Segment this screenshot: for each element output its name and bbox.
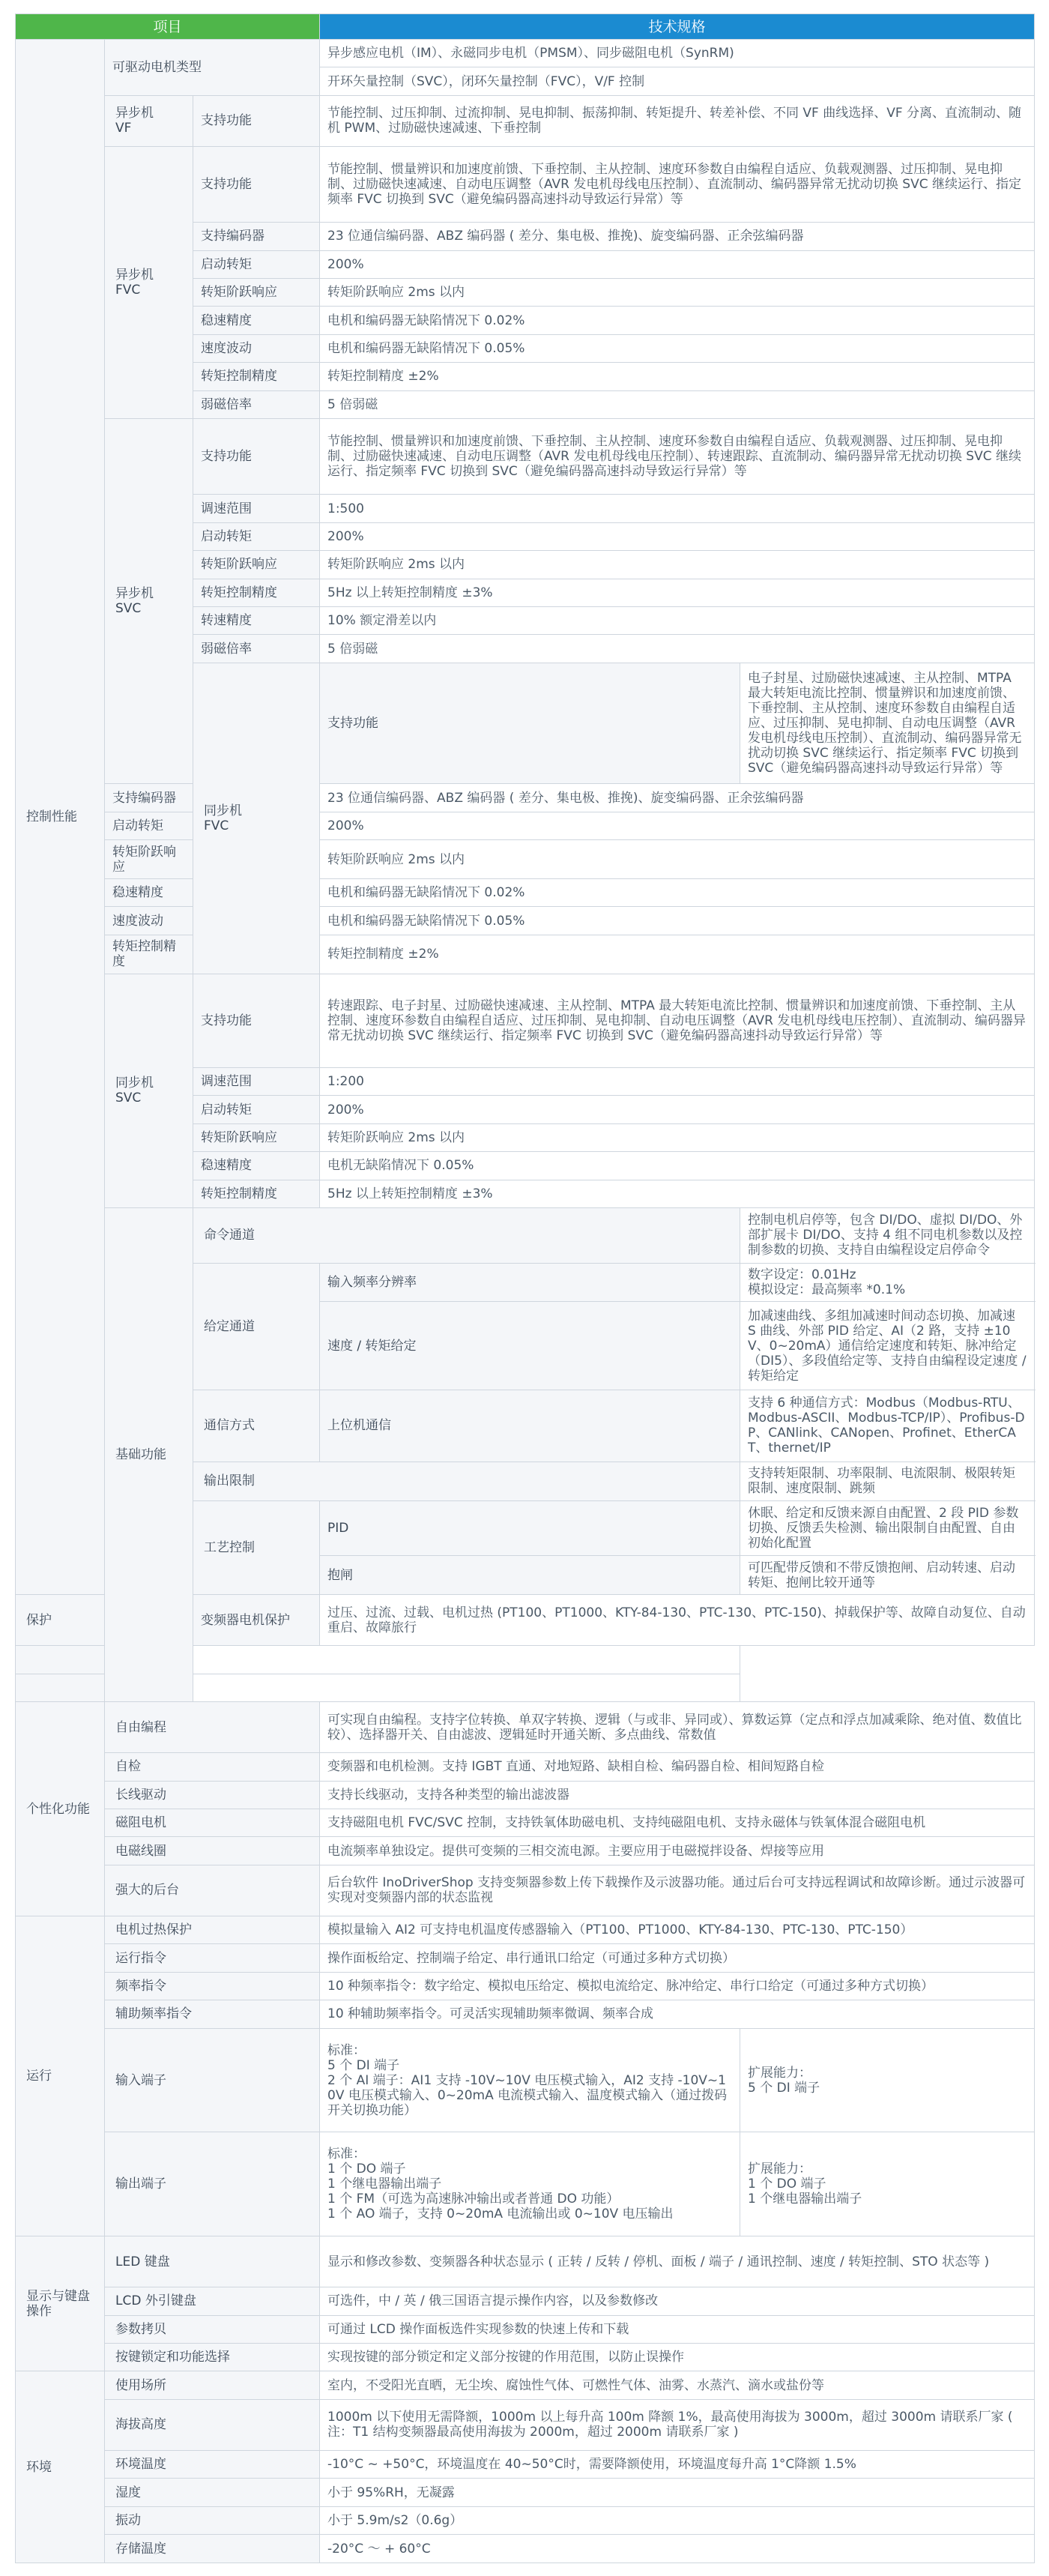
spec-value: 支持转矩限制、功率限制、电流限制、极限转矩限制、速度限制、跳频 bbox=[740, 1462, 1035, 1500]
item-label: 变频器电机保护 bbox=[193, 1594, 320, 1645]
subcategory-cell: 参数拷贝 bbox=[105, 2315, 320, 2343]
subcategory-cell: 海拔高度 bbox=[105, 2399, 320, 2450]
table-row bbox=[16, 974, 1035, 1067]
subcategory-cell: 异步机 SVC bbox=[105, 419, 193, 784]
spec-value: 电机和编码器无缺陷情况下 0.05% bbox=[320, 907, 1035, 935]
spec-value: 电机和编码器无缺陷情况下 0.02% bbox=[320, 307, 1035, 334]
item-label: 支持编码器 bbox=[105, 784, 193, 812]
subcategory-cell: 自检 bbox=[105, 1753, 320, 1781]
item-label: 转矩控制精度 bbox=[193, 1180, 320, 1207]
spec-value: 标准： 5 个 DI 端子 2 个 AI 端子：AI1 支持 -10V~10V 电压模式输入，AI2 支持 -10V~10V 电压模式输入、0~20mA 电流模式输入、温度模式输入（通过拨码开关切换功能） bbox=[320, 2028, 740, 2132]
table-row bbox=[16, 935, 1035, 974]
item-label: 转矩控制精度 bbox=[193, 363, 320, 390]
table-row bbox=[16, 2132, 1035, 2236]
spec-value: 模拟量输入 AI2 可支持电机温度传感器输入（PT100、PT1000、KTY-84-130、PTC-130、PTC-150） bbox=[320, 1916, 1035, 1944]
subcategory-cell: 输出端子 bbox=[105, 2132, 320, 2236]
spec-value: 操作面板给定、控制端子给定、串行通讯口给定（可通过多种方式切换） bbox=[320, 1944, 1035, 1972]
spec-table bbox=[15, 13, 1035, 2563]
subcategory-cell: 保护 bbox=[16, 1594, 105, 1645]
table-row bbox=[16, 2371, 1035, 2399]
table-row bbox=[16, 2399, 1035, 2450]
spec-value: 加减速曲线、多组加减速时间动态切换、加减速 S 曲线、外部 PID 给定、AI（2 路，支持 ±10V、0~20mA）通信给定速度和转矩、脉冲给定（DI5）、多段值给定等、支持自由编程设定速度 / 转矩给定 bbox=[740, 1302, 1035, 1390]
table-row bbox=[16, 879, 1035, 907]
subcategory-cell: 存储温度 bbox=[105, 2535, 320, 2563]
item-label: 启动转矩 bbox=[193, 1096, 320, 1123]
table-row bbox=[16, 1753, 1035, 1781]
table-row bbox=[16, 1207, 1035, 1263]
spec-value: 可实现自由编程。支持字位转换、单双字转换、逻辑（与或非、异同或）、算数运算（定点和浮点加减乘除、绝对值、数值比较）、选择器开关、自由滤波、逻辑延时开通关断、多点曲线、常数值 bbox=[320, 1702, 1035, 1753]
subcategory-cell: 同步机 FVC bbox=[193, 663, 320, 974]
table-row bbox=[16, 907, 1035, 935]
subcategory-cell: 自由编程 bbox=[105, 1702, 320, 1753]
spec-value bbox=[193, 1674, 740, 1701]
subcategory-cell: 给定通道 bbox=[193, 1263, 320, 1390]
item-label: 支持功能 bbox=[193, 974, 320, 1067]
spec-value: 实现按键的部分锁定和定义部分按键的作用范围，以防止误操作 bbox=[320, 2344, 1035, 2371]
subcategory-cell: 湿度 bbox=[105, 2479, 320, 2506]
header-row bbox=[16, 14, 1035, 40]
item-label: 支持编码器 bbox=[193, 223, 320, 250]
spec-value: 支持 6 种通信方式：Modbus（Modbus-RTU、Modbus-ASCII、Modbus-TCP/IP）、Profibus-DP、CANlink、CANopen、Profinet、EtherCAT、thernet/IP bbox=[740, 1390, 1035, 1462]
table-row bbox=[16, 1944, 1035, 1972]
spec-value: 可通过 LCD 操作面板选件实现参数的快速上传和下载 bbox=[320, 2315, 1035, 2343]
spec-value: 10% 额定滑差以内 bbox=[320, 606, 1035, 634]
spec-value: 节能控制、惯量辨识和加速度前馈、下垂控制、主从控制、速度环参数自由编程自适应、负载观测器、过压抑制、晃电抑制、过励磁快速减速、自动电压调整（AVR 发电机母线电压控制）、转速跟踪、直流制动、编码器异常无扰动切换 SVC 继续运行、指定频率 FVC 切换到 SVC（避免编码器高速抖动导致运行异常）等 bbox=[320, 419, 1035, 495]
spec-value: 200% bbox=[320, 1096, 1035, 1123]
spec-value: -20°C ～ + 60°C bbox=[320, 2535, 1035, 2563]
spec-value bbox=[193, 1646, 740, 1674]
category-cell: 显示与键盘操作 bbox=[16, 2236, 105, 2371]
item-label: 支持功能 bbox=[193, 147, 320, 223]
item-label: 支持功能 bbox=[193, 419, 320, 495]
table-row bbox=[16, 1674, 1035, 1701]
table-row bbox=[16, 2315, 1035, 2343]
spec-value: 1:200 bbox=[320, 1067, 1035, 1095]
subcategory-cell: 强大的后台 bbox=[105, 1865, 320, 1916]
header-spec: 技术规格 bbox=[320, 14, 1035, 40]
spec-value: 小于 95%RH，无凝露 bbox=[320, 2479, 1035, 2506]
item-label: 稳速精度 bbox=[193, 307, 320, 334]
category-cell: 运行 bbox=[16, 1916, 105, 2236]
category-cell: 个性化功能 bbox=[16, 1702, 105, 1916]
subcategory-cell: 振动 bbox=[105, 2506, 320, 2534]
table-row bbox=[16, 2000, 1035, 2028]
item-label: 速度波动 bbox=[105, 907, 193, 935]
spec-value: 转矩控制精度 ±2% bbox=[320, 935, 1035, 974]
spec-value: 23 位通信编码器、ABZ 编码器 ( 差分、集电极、推挽)、旋变编码器、正余弦编码器 bbox=[320, 223, 1035, 250]
subcategory-cell: 环境温度 bbox=[105, 2451, 320, 2479]
spec-value: 5Hz 以上转矩控制精度 ±3% bbox=[320, 1180, 1035, 1207]
subcategory-cell: 异步机 FVC bbox=[105, 147, 193, 419]
table-row bbox=[16, 2479, 1035, 2506]
item-label: 稳速精度 bbox=[105, 879, 193, 907]
subcategory-cell: 按键锁定和功能选择 bbox=[105, 2344, 320, 2371]
item-label: 速度波动 bbox=[193, 334, 320, 362]
spec-value: 1:500 bbox=[320, 495, 1035, 522]
table-row bbox=[16, 1702, 1035, 1753]
spec-value: 控制电机启停等，包含 DI/DO、虚拟 DI/DO、外部扩展卡 DI/DO、支持 4 组不同电机参数以及控制参数的切换、支持自由编程设定启停命令 bbox=[740, 1207, 1035, 1263]
spec-value: 转矩阶跃响应 2ms 以内 bbox=[320, 279, 1035, 307]
subcategory-cell: 运行指令 bbox=[105, 1944, 320, 1972]
item-label: 抱闸 bbox=[320, 1556, 740, 1595]
subcategory-cell: LED 键盘 bbox=[105, 2236, 320, 2287]
subcategory-cell: 磁阻电机 bbox=[105, 1809, 320, 1837]
spec-value: 电机和编码器无缺陷情况下 0.02% bbox=[320, 879, 1035, 907]
table-row bbox=[16, 840, 1035, 879]
subcategory-cell: 长线驱动 bbox=[105, 1781, 320, 1809]
subcategory-cell: 辅助频率指令 bbox=[105, 2000, 320, 2028]
spec-value: 显示和修改参数、变频器各种状态显示 ( 正转 / 反转 / 停机、面板 / 端子 / 通讯控制、速度 / 转矩控制、STO 状态等 ) bbox=[320, 2236, 1035, 2287]
spec-value: 10 种辅助频率指令。可灵活实现辅助频率微调、频率合成 bbox=[320, 2000, 1035, 2028]
table-row bbox=[16, 40, 1035, 67]
spec-value: 支持长线驱动，支持各种类型的输出滤波器 bbox=[320, 1781, 1035, 1809]
spec-value: 异步感应电机（IM）、永磁同步电机（PMSM）、同步磁阻电机（SynRM) bbox=[320, 40, 1035, 67]
spec-value: 标准： 1 个 DO 端子 1 个继电器输出端子 1 个 FM（可选为高速脉冲输出或者普通 DO 功能） 1 个 AO 端子，支持 0~20mA 电流输出或 0~10V 电压输出 bbox=[320, 2132, 740, 2236]
spec-value: 200% bbox=[320, 522, 1035, 550]
spec-value: 200% bbox=[320, 812, 1035, 839]
spec-value: 200% bbox=[320, 250, 1035, 278]
spec-extension-value: 扩展能力： 1 个 DO 端子 1 个继电器输出端子 bbox=[740, 2132, 1035, 2236]
subcategory-cell: 异步机 VF bbox=[105, 95, 193, 146]
subcategory-cell: 命令通道 bbox=[193, 1207, 740, 1263]
spec-value: 转速跟踪、电子封星、过励磁快速减速、主从控制、MTPA 最大转矩电流比控制、惯量辨识和加速度前馈、下垂控制、主从控制、速度环参数自由编程自适应、过压抑制、晃电抑制、自动电压调整（AVR 发电机母线电压控制）、直流制动、编码器异常无扰动切换 SVC 继续运行、指定频率 FVC 切换到 SVC（避免编码器高速抖动导致运行异常）等 bbox=[320, 974, 1035, 1067]
item-label: 调速范围 bbox=[193, 495, 320, 522]
subcategory-cell: 输出限制 bbox=[193, 1462, 740, 1500]
item-label: 转矩阶跃响应 bbox=[105, 840, 193, 879]
table-row bbox=[16, 419, 1035, 495]
item-label: 弱磁倍率 bbox=[193, 390, 320, 418]
item-label: 转矩阶跃响应 bbox=[193, 1123, 320, 1151]
spec-value: 1000m 以下使用无需降额，1000m 以上每升高 100m 降额 1%，最高使用海拔为 3000m，超过 3000m 请联系厂家 ( 注：T1 结构变频器最高使用海拔为 2000m，超过 2000m 请联系厂家 ) bbox=[320, 2399, 1035, 2450]
category-cell: 基础功能 bbox=[105, 1207, 193, 1701]
spec-value: 节能控制、过压抑制、过流抑制、晃电抑制、振荡抑制、转矩提升、转差补偿、不同 VF 曲线选择、VF 分离、直流制动、随机 PWM、过励磁快速减速、下垂控制 bbox=[320, 95, 1035, 146]
table-row bbox=[16, 1865, 1035, 1916]
spec-value: 后台软件 InoDriverShop 支持变频器参数上传下载操作及示波器功能。通过后台可支持远程调试和故障诊断。通过示波器可实现对变频器内部的状态监视 bbox=[320, 1865, 1035, 1916]
table-row bbox=[16, 2506, 1035, 2534]
subcategory-cell: LCD 外引键盘 bbox=[105, 2287, 320, 2315]
table-row bbox=[16, 1972, 1035, 2000]
spec-value: 可选件，中 / 英 / 俄三国语言提示操作内容，以及参数修改 bbox=[320, 2287, 1035, 2315]
item-label: 转矩控制精度 bbox=[105, 935, 193, 974]
table-row bbox=[16, 812, 1035, 839]
table-row bbox=[16, 2236, 1035, 2287]
item-label: 可驱动电机类型 bbox=[105, 40, 320, 96]
subcategory-cell: 同步机 SVC bbox=[105, 974, 193, 1207]
item-label: 启动转矩 bbox=[193, 250, 320, 278]
item-label: 稳速精度 bbox=[193, 1152, 320, 1180]
item-label: 转矩阶跃响应 bbox=[193, 551, 320, 579]
item-label: 启动转矩 bbox=[193, 522, 320, 550]
spec-value: -10°C ~ +50°C，环境温度在 40~50°C时，需要降额使用，环境温度每升高 1°C降额 1.5% bbox=[320, 2451, 1035, 2479]
subcategory-cell: 频率指令 bbox=[105, 1972, 320, 2000]
item-label: 启动转矩 bbox=[105, 812, 193, 839]
item-label: 上位机通信 bbox=[320, 1390, 740, 1462]
item-label: 转矩阶跃响应 bbox=[193, 279, 320, 307]
item-label: 转矩控制精度 bbox=[193, 579, 320, 606]
subcategory-cell: 使用场所 bbox=[105, 2371, 320, 2399]
table-row bbox=[16, 2287, 1035, 2315]
spec-value: 23 位通信编码器、ABZ 编码器 ( 差分、集电极、推挽)、旋变编码器、正余弦编码器 bbox=[320, 784, 1035, 812]
table-row bbox=[16, 2028, 1035, 2132]
spec-value: 休眠、给定和反馈来源自由配置、2 段 PID 参数切换、反馈丢失检测、输出限制自由配置、自由初始化配置 bbox=[740, 1500, 1035, 1556]
spec-value: 10 种频率指令：数字给定、模拟电压给定、模拟电流给定、脉冲给定、串行口给定（可通过多种方式切换） bbox=[320, 1972, 1035, 2000]
spec-value: 电子封星、过励磁快速减速、主从控制、MTPA 最大转矩电流比控制、惯量辨识和加速度前馈、下垂控制、主从控制、速度环参数自由编程自适应、过压抑制、晃电抑制、自动电压调整（AVR 发电机母线电压控制）、直流制动、编码器异常无扰动切换 SVC 继续运行、指定频率 FVC 切换到 SVC（避免编码器高速抖动导致运行异常）等 bbox=[740, 663, 1035, 784]
subcategory-cell: 输入端子 bbox=[105, 2028, 320, 2132]
spec-value: 5 倍弱磁 bbox=[320, 390, 1035, 418]
spec-extension-value: 扩展能力： 5 个 DI 端子 bbox=[740, 2028, 1035, 2132]
table-row bbox=[16, 147, 1035, 223]
table-row bbox=[16, 2535, 1035, 2563]
spec-value: 转矩阶跃响应 2ms 以内 bbox=[320, 1123, 1035, 1151]
subcategory-cell: 通信方式 bbox=[193, 1390, 320, 1462]
table-row bbox=[16, 1781, 1035, 1809]
table-row bbox=[16, 2344, 1035, 2371]
subcategory-cell bbox=[16, 1674, 193, 1701]
spec-value: 小于 5.9m/s2（0.6g） bbox=[320, 2506, 1035, 2534]
spec-value: 数字设定：0.01Hz 模拟设定：最高频率 *0.1% bbox=[740, 1263, 1035, 1302]
item-label: 速度 / 转矩给定 bbox=[320, 1302, 740, 1390]
item-label: 调速范围 bbox=[193, 1067, 320, 1095]
spec-value: 可匹配带反馈和不带反馈抱闸、启动转速、启动转矩、抱闸比较开通等 bbox=[740, 1556, 1035, 1595]
table-row bbox=[16, 784, 1035, 812]
spec-value: 电流频率单独设定。提供可变频的三相交流电源。主要应用于电磁搅拌设备、焊接等应用 bbox=[320, 1837, 1035, 1865]
subcategory-cell: 电磁线圈 bbox=[105, 1837, 320, 1865]
item-label: 支持功能 bbox=[193, 95, 320, 146]
category-cell: 控制性能 bbox=[16, 40, 105, 1595]
table-row bbox=[16, 95, 1035, 146]
subcategory-cell bbox=[16, 1646, 193, 1674]
subcategory-cell: 电机过热保护 bbox=[105, 1916, 320, 1944]
header-item: 项目 bbox=[16, 14, 320, 40]
category-cell: 环境 bbox=[16, 2371, 105, 2563]
spec-value: 室内，不受阳光直晒，无尘埃、腐蚀性气体、可燃性气体、油雾、水蒸汽、滴水或盐份等 bbox=[320, 2371, 1035, 2399]
spec-value: 开环矢量控制（SVC），闭环矢量控制（FVC），V/F 控制 bbox=[320, 67, 1035, 95]
table-row bbox=[16, 1809, 1035, 1837]
spec-value: 电机和编码器无缺陷情况下 0.05% bbox=[320, 334, 1035, 362]
spec-value: 转矩阶跃响应 2ms 以内 bbox=[320, 840, 1035, 879]
spec-value: 节能控制、惯量辨识和加速度前馈、下垂控制、主从控制、速度环参数自由编程自适应、负载观测器、过压抑制、晃电抑制、过励磁快速减速、自动电压调整（AVR 发电机母线电压控制）、直流制动、编码器异常无扰动切换 SVC 继续运行、指定频率 FVC 切换到 SVC（避免编码器高速抖动导致运行异常）等 bbox=[320, 147, 1035, 223]
spec-value: 5Hz 以上转矩控制精度 ±3% bbox=[320, 579, 1035, 606]
item-label: 转速精度 bbox=[193, 606, 320, 634]
spec-value: 过压、过流、过载、电机过热 (PT100、PT1000、KTY-84-130、PTC-130、PTC-150)、掉载保护等、故障自动复位、自动重启、故障旅行 bbox=[320, 1594, 1035, 1645]
spec-value: 5 倍弱磁 bbox=[320, 635, 1035, 663]
table-row bbox=[16, 1837, 1035, 1865]
table-row bbox=[16, 1916, 1035, 1944]
item-label: 弱磁倍率 bbox=[193, 635, 320, 663]
spec-value: 转矩控制精度 ±2% bbox=[320, 363, 1035, 390]
table-row bbox=[16, 2451, 1035, 2479]
spec-value: 转矩阶跃响应 2ms 以内 bbox=[320, 551, 1035, 579]
spec-value: 电机无缺陷情况下 0.05% bbox=[320, 1152, 1035, 1180]
item-label: 输入频率分辨率 bbox=[320, 1263, 740, 1302]
spec-value: 支持磁阻电机 FVC/SVC 控制，支持铁氧体助磁电机、支持纯磁阻电机、支持永磁体与铁氧体混合磁阻电机 bbox=[320, 1809, 1035, 1837]
item-label: PID bbox=[320, 1500, 740, 1556]
table-row bbox=[16, 1646, 1035, 1674]
item-label: 支持功能 bbox=[320, 663, 740, 784]
spec-value: 变频器和电机检测。支持 IGBT 直通、对地短路、缺相自检、编码器自检、相间短路自检 bbox=[320, 1753, 1035, 1781]
subcategory-cell: 工艺控制 bbox=[193, 1500, 320, 1594]
